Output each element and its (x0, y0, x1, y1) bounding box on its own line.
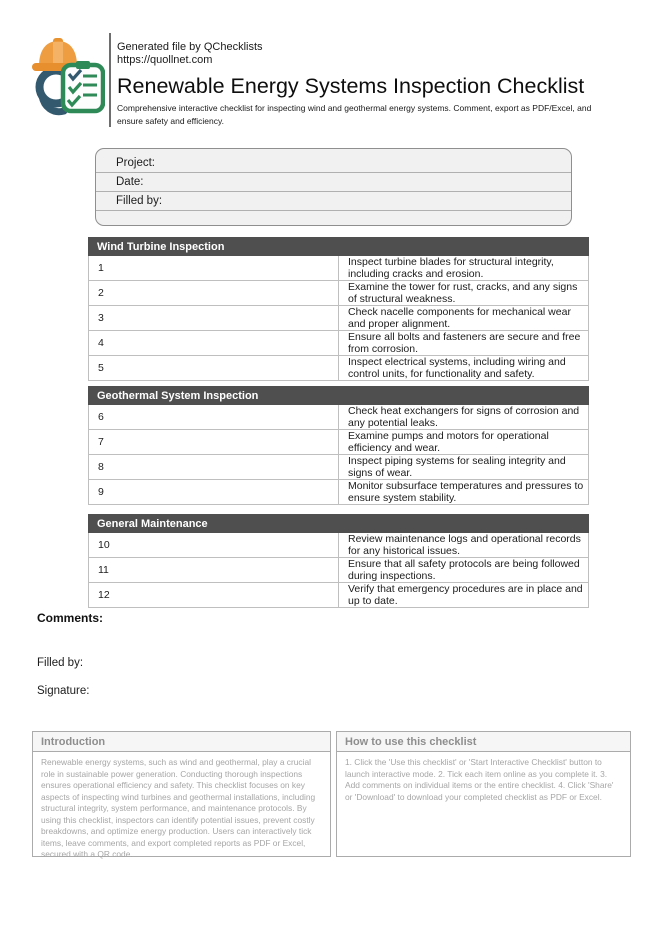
table-row (89, 356, 589, 381)
qchecklists-logo (31, 37, 105, 117)
table-row (89, 306, 589, 331)
item-number: 9 (89, 480, 339, 505)
clipboard-icon (63, 61, 103, 111)
page-title: Renewable Energy Systems Inspection Checklist (117, 73, 585, 98)
table-row (89, 281, 589, 306)
table-row (89, 430, 589, 455)
item-number: 11 (89, 558, 339, 583)
table-row (89, 405, 589, 430)
generated-by-line: Generated file by QChecklists (117, 41, 263, 53)
filled-by-field-label: Filled by: (116, 195, 163, 207)
item-text: Ensure that all safety protocols are being followed during inspections. (339, 558, 589, 583)
item-text: Monitor subsurface temperatures and pressures to ensure system stability. (339, 480, 589, 505)
table-row (89, 455, 589, 480)
section-header: Geothermal System Inspection (89, 387, 589, 405)
item-text: Examine pumps and motors for operational efficiency and wear. (339, 430, 589, 455)
table-row (89, 480, 589, 505)
table-row (89, 583, 589, 608)
introduction-box (32, 731, 331, 860)
project-field (96, 149, 571, 173)
item-text: Review maintenance logs and operational records for any historical issues. (339, 533, 589, 558)
document-header (117, 41, 629, 127)
item-number: 6 (89, 405, 339, 430)
date-field (96, 173, 571, 192)
introduction-title: Introduction (33, 732, 330, 752)
item-text: Inspect electrical systems, including wiring and control units, for functionality and safety. (339, 356, 589, 381)
section-header: General Maintenance (89, 515, 589, 533)
item-text: Check heat exchangers for signs of corrosion and any potential leaks. (339, 405, 589, 430)
how-to-use-title: How to use this checklist (337, 732, 630, 752)
item-text: Check nacelle components for mechanical wear and proper alignment. (339, 306, 589, 331)
header-divider (109, 33, 111, 127)
project-info-box (95, 148, 572, 226)
page-subtitle: Comprehensive interactive checklist for inspecting wind and geothermal energy systems. Comment, export as PDF/Excel, and ensure safety and efficiency. (117, 102, 592, 126)
comments-label: Comments: (37, 611, 104, 625)
filled-by-field (96, 192, 571, 211)
wind-turbine-inspection-table (88, 237, 589, 381)
item-text: Inspect turbine blades for structural integrity, including cracks and erosion. (339, 256, 589, 281)
item-number: 4 (89, 331, 339, 356)
item-number: 3 (89, 306, 339, 331)
item-text: Inspect piping systems for sealing integrity and signs of wear. (339, 455, 589, 480)
item-text: Examine the tower for rust, cracks, and any signs of structural weakness. (339, 281, 589, 306)
item-text: Verify that emergency procedures are in place and up to date. (339, 583, 589, 608)
table-row (89, 533, 589, 558)
how-to-use-box (336, 731, 631, 857)
item-text: Ensure all bolts and fasteners are secure and free from corrosion. (339, 331, 589, 356)
item-number: 12 (89, 583, 339, 608)
introduction-body: Renewable energy systems, such as wind and geothermal, play a crucial role in sustainable power generation. Conducting thorough inspections ensures operational efficiency and safety. This checklist focuses on key aspects of inspecting wind turbines and geothermal installations, including structural integrity, system performance, and maintenance protocols. By using this checklist, inspectors can identify potential issues, prevent costly breakdowns, and optimize energy production. Users can interactively tick items, leave comments, and export completed reports as PDF or Excel, secured with a QR code. (41, 757, 316, 860)
date-field-label: Date: (116, 176, 144, 188)
item-number: 8 (89, 455, 339, 480)
general-maintenance-table (88, 514, 589, 608)
website-url: https://quollnet.com (117, 54, 213, 67)
how-to-use-body: 1. Click the 'Use this checklist' or 'Start Interactive Checklist' button to launch interactive mode. 2. Tick each item online as you complete it. 3. Add comments on individual items or the entire checklist. 4. Click 'Share' or 'Download' to download your completed checklist as PDF or Excel. (345, 757, 614, 802)
item-number: 1 (89, 256, 339, 281)
item-number: 10 (89, 533, 339, 558)
signature-label: Signature: (37, 685, 90, 697)
filled-by-label: Filled by: (37, 657, 84, 669)
table-row (89, 558, 589, 583)
geothermal-system-inspection-table (88, 386, 589, 505)
table-row (89, 331, 589, 356)
item-number: 5 (89, 356, 339, 381)
table-row (89, 256, 589, 281)
section-header: Wind Turbine Inspection (89, 238, 589, 256)
item-number: 7 (89, 430, 339, 455)
item-number: 2 (89, 281, 339, 306)
project-field-label: Project: (116, 157, 155, 169)
